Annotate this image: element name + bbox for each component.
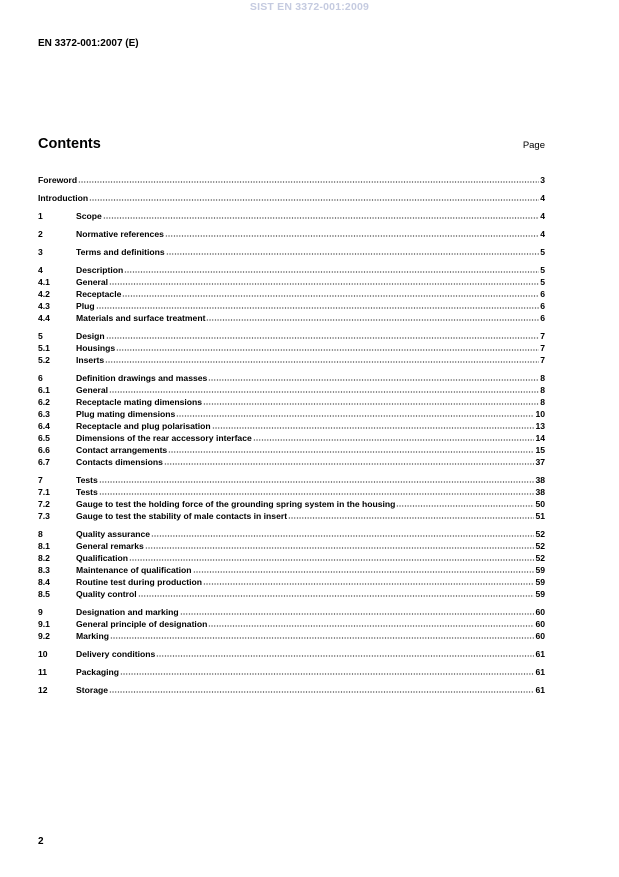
toc-entry-title: Maintenance of qualification [76,565,192,575]
toc-entry[interactable] [38,276,545,288]
toc-entry-number: 8 [38,529,43,539]
toc-entry-number: 9.1 [38,619,50,629]
toc-dot-leader [176,415,534,417]
toc-entry-title: General principle of designation [76,619,208,629]
toc-entry-title: Qualification [76,553,129,563]
toc-entry-title: General [76,277,109,287]
toc-entry-page: 6 [540,313,545,323]
toc-entry-page: 60 [535,631,545,641]
toc-entry[interactable] [38,372,545,384]
toc-entry-title: Marking [76,631,109,641]
toc-entry[interactable] [38,630,545,642]
toc-entry-number: 6.2 [38,397,50,407]
toc-dot-leader [253,439,535,441]
toc-entry-number: 8.2 [38,553,50,563]
toc-dot-leader [124,271,539,273]
toc-entry-number: 4.4 [38,313,50,323]
toc-dot-leader [168,451,534,453]
toc-entry-number: 7.1 [38,487,50,497]
toc-entry[interactable] [38,300,545,312]
toc-entry-page: 6 [540,301,545,311]
toc-entry[interactable] [38,354,545,366]
toc-entry-title: Designation and marking [76,607,179,617]
toc-dot-leader [288,517,534,519]
toc-dot-leader [145,547,535,549]
toc-entry-page: 6 [540,289,545,299]
toc-entry-title: Contact arrangements [76,445,168,455]
toc-entry-number: 8.4 [38,577,50,587]
toc-dot-leader [89,199,539,201]
toc-entry[interactable] [38,498,545,510]
toc-entry-title: Gauge to test the stability of male contacts in insert [76,511,288,521]
toc-entry-page: 5 [540,265,545,275]
toc-dot-leader [156,655,534,657]
toc-dot-leader [138,595,535,597]
toc-entry-page: 10 [535,409,545,419]
toc-entry-page: 4 [540,193,545,203]
toc-entry-page: 8 [540,385,545,395]
toc-entry-number: 4.3 [38,301,50,311]
toc-entry-number: 5.1 [38,343,50,353]
toc-entry-title: Quality control [76,589,137,599]
page-number: 2 [38,836,44,847]
page-column-header: Page [522,140,545,151]
toc-entry-number: 6.3 [38,409,50,419]
toc-dot-leader [99,481,535,483]
toc-entry-title: Definition drawings and masses [76,373,208,383]
toc-dot-leader [151,535,534,537]
toc-entry-title: Storage [76,685,108,695]
toc-entry[interactable] [38,510,545,522]
toc-entry[interactable] [38,564,545,576]
toc-entry-number: 7.3 [38,511,50,521]
toc-dot-leader [120,673,534,675]
toc-entry-title: Dimensions of the rear accessory interface [76,433,252,443]
toc-entry-number: 4 [38,265,43,275]
toc-entry-page: 50 [535,499,545,509]
toc-entry[interactable] [38,618,545,630]
toc-entry-number: 10 [38,649,48,659]
toc-dot-leader [208,379,539,381]
toc-dot-leader [110,637,534,639]
toc-entry-number: 6.1 [38,385,50,395]
toc-entry-number: 1 [38,211,43,221]
toc-entry[interactable] [38,396,545,408]
toc-entry-page: 7 [540,355,545,365]
toc-entry-page: 61 [535,649,545,659]
toc-entry-title: Receptacle [76,289,122,299]
toc-entry-page: 52 [535,553,545,563]
toc-entry-number: 2 [38,229,43,239]
toc-entry-title: Design [76,331,105,341]
toc-dot-leader [396,505,534,507]
toc-entry[interactable] [38,486,545,498]
toc-entry-number: 8.5 [38,589,50,599]
toc-dot-leader [109,391,539,393]
toc-entry-number: 4.1 [38,277,50,287]
toc-entry-title: Tests [76,487,98,497]
toc-dot-leader [103,217,539,219]
toc-entry-number: 5.2 [38,355,50,365]
toc-dot-leader [165,235,539,237]
toc-entry-title: Gauge to test the holding force of the grounding spring system in the housing [76,499,396,509]
toc-entry-page: 60 [535,619,545,629]
toc-entry-number: 6.4 [38,421,50,431]
toc-entry-page: 59 [535,589,545,599]
toc-entry[interactable] [38,174,545,186]
toc-entry[interactable] [38,246,545,258]
toc-entry-page: 52 [535,541,545,551]
toc-entry-page: 59 [535,577,545,587]
toc-entry-title: Materials and surface treatment [76,313,206,323]
toc-entry-title: Scope [76,211,102,221]
toc-entry[interactable] [38,684,545,696]
toc-entry-page: 60 [535,607,545,617]
toc-entry-title: Plug mating dimensions [76,409,176,419]
toc-entry-page: 7 [540,343,545,353]
toc-entry-title: Description [76,265,124,275]
toc-entry[interactable] [38,342,545,354]
toc-entry-title: Quality assurance [76,529,151,539]
toc-entry-number: 7 [38,475,43,485]
toc-entry[interactable] [38,330,545,342]
toc-entry[interactable] [38,456,545,468]
toc-entry-page: 61 [535,667,545,677]
toc-entry-page: 51 [535,511,545,521]
toc-entry-page: 61 [535,685,545,695]
toc-entry[interactable] [38,576,545,588]
toc-entry[interactable] [38,420,545,432]
toc-entry-page: 8 [540,373,545,383]
toc-entry[interactable] [38,540,545,552]
toc-entry[interactable] [38,408,545,420]
toc-dot-leader [203,403,539,405]
toc-entry-number: 8.1 [38,541,50,551]
toc-entry-number: 9 [38,607,43,617]
toc-entry-title: Inserts [76,355,105,365]
document-id: EN 3372-001:2007 (E) [38,38,139,49]
toc-entry-page: 13 [535,421,545,431]
toc-entry[interactable] [38,432,545,444]
toc-dot-leader [116,349,539,351]
toc-dot-leader [106,337,540,339]
toc-entry-title: General [76,385,109,395]
toc-entry-title: Plug [76,301,95,311]
toc-entry[interactable] [38,210,545,222]
toc-entry[interactable] [38,228,545,240]
watermark: SIST EN 3372-001:2009 [249,1,370,13]
toc-entry-page: 14 [535,433,545,443]
toc-entry[interactable] [38,384,545,396]
toc-entry[interactable] [38,264,545,276]
toc-entry-title: Introduction [38,193,89,203]
toc-entry-number: 6.6 [38,445,50,455]
contents-title: Contents [38,136,101,152]
toc-entry-number: 9.2 [38,631,50,641]
toc-entry-page: 37 [535,457,545,467]
toc-entry-page: 8 [540,397,545,407]
toc-entry-title: Terms and definitions [76,247,165,257]
toc-entry-title: Foreword [38,175,78,185]
toc-entry-number: 8.3 [38,565,50,575]
toc-entry[interactable] [38,444,545,456]
toc-entry-page: 5 [540,247,545,257]
toc-entry-number: 5 [38,331,43,341]
toc-entry-page: 3 [540,175,545,185]
toc-dot-leader [180,613,535,615]
toc-entry[interactable] [38,528,545,540]
toc-dot-leader [203,583,534,585]
toc-entry-title: Housings [76,343,116,353]
toc-dot-leader [96,307,540,309]
toc-entry-number: 6.5 [38,433,50,443]
toc-dot-leader [99,493,535,495]
toc-entry-title: Receptacle and plug polarisation [76,421,211,431]
toc-dot-leader [109,691,534,693]
toc-entry-number: 6.7 [38,457,50,467]
toc-entry-number: 3 [38,247,43,257]
toc-entry-title: Packaging [76,667,119,677]
toc-entry[interactable] [38,666,545,678]
toc-entry-page: 4 [540,229,545,239]
toc-dot-leader [105,361,539,363]
toc-entry[interactable] [38,606,545,618]
toc-entry-title: Receptacle mating dimensions [76,397,203,407]
toc-entry[interactable] [38,192,545,204]
toc-entry[interactable] [38,312,545,324]
toc-entry-number: 12 [38,685,48,695]
toc-entry[interactable] [38,588,545,600]
toc-entry-number: 11 [38,667,48,677]
toc-dot-leader [78,181,539,183]
toc-entry-title: Routine test during production [76,577,203,587]
toc-entry-page: 5 [540,277,545,287]
toc-entry[interactable] [38,474,545,486]
toc-entry-page: 38 [535,487,545,497]
toc-dot-leader [166,253,540,255]
toc-dot-leader [164,463,535,465]
toc-dot-leader [206,319,539,321]
toc-entry-title: Tests [76,475,98,485]
toc-entry-title: General remarks [76,541,144,551]
toc-dot-leader [193,571,535,573]
toc-entry-number: 6 [38,373,43,383]
toc-entry-title: Normative references [76,229,164,239]
toc-entry[interactable] [38,648,545,660]
toc-entry-number: 4.2 [38,289,50,299]
toc-entry-title: Delivery conditions [76,649,156,659]
toc-entry[interactable] [38,552,545,564]
toc-entry[interactable] [38,288,545,300]
toc-entry-page: 38 [535,475,545,485]
toc-dot-leader [212,427,535,429]
toc-entry-page: 59 [535,565,545,575]
toc-entry-page: 7 [540,331,545,341]
toc-entry-number: 7.2 [38,499,50,509]
toc-entry-page: 4 [540,211,545,221]
toc-dot-leader [129,559,534,561]
toc-entry-page: 15 [535,445,545,455]
toc-entry-title: Contacts dimensions [76,457,163,467]
toc-entry-page: 52 [535,529,545,539]
toc-dot-leader [208,625,534,627]
toc-dot-leader [122,295,539,297]
toc-dot-leader [109,283,539,285]
